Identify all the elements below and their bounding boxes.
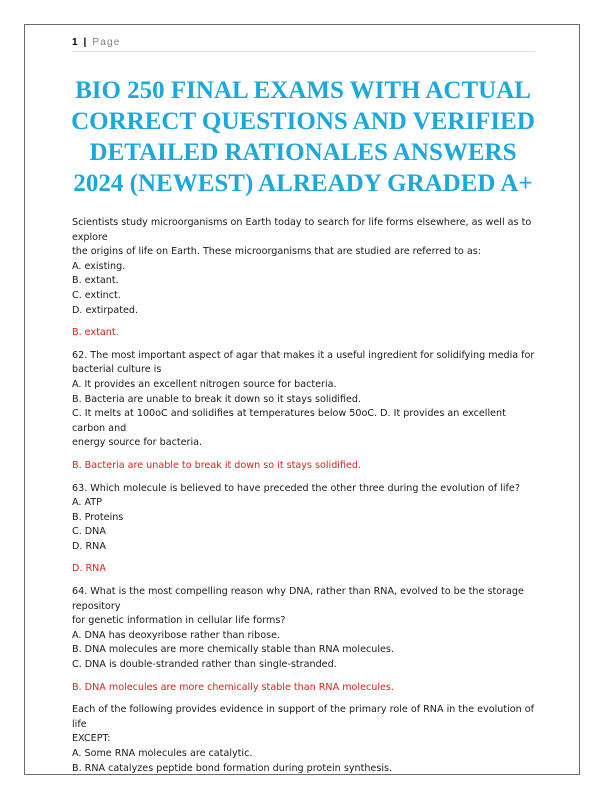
answer-option: C. DNA (72, 526, 106, 538)
answer-option: A. Some RNA molecules are catalytic. (72, 748, 253, 759)
answer-option: D. extirpated. (72, 304, 139, 316)
title-line: CORRECT QUESTIONS AND VERIFIED (71, 108, 535, 135)
question-text-line: Each of the following provides evidence in support of the primary role of RNA in the evolution of life (72, 704, 535, 730)
question-list (72, 216, 542, 784)
question-text-line: EXCEPT: (72, 733, 111, 745)
question-block (72, 349, 542, 451)
answer-option: C. DNA is double-stranded rather than single-stranded. (72, 659, 337, 671)
answer-option: A. ATP (72, 497, 102, 509)
question-text-line: 64. What is the most compelling reason why DNA, rather than RNA, evolved to be the storage repository (72, 586, 524, 612)
page-label: Page (92, 37, 121, 48)
question-text-line: 63. Which molecule is believed to have preceded the other three during the evolution of life? (72, 482, 520, 494)
page-header (72, 37, 535, 52)
question-text-line: the origins of life on Earth. These microorganisms that are studied are referred to as: (72, 246, 481, 258)
page-number: 1 (72, 37, 78, 48)
question-text (72, 482, 542, 497)
question-block (72, 585, 542, 673)
correct-answer: B. Bacteria are unable to break it down so it stays solidified. (72, 459, 362, 471)
question-text (72, 585, 542, 629)
question-text-line: 62. The most important aspect of agar that makes it a useful ingredient for solidifying media for (72, 349, 535, 361)
question-text-line: bacterial culture is (72, 364, 162, 376)
question-text-line: Scientists study microorganisms on Earth today to search for life forms elsewhere, as well as to explore (72, 217, 532, 243)
answer-option: A. DNA has deoxyribose rather than ribose. (72, 629, 281, 641)
answer-option: B. DNA molecules are more chemically stable than RNA molecules. (72, 644, 394, 656)
answer-option: B. extant. (72, 275, 119, 287)
page-separator: | (83, 37, 87, 48)
question-text (72, 216, 542, 260)
question-block (72, 216, 542, 318)
document-title (55, 75, 551, 199)
answer-option: C. extinct. (72, 289, 121, 301)
question-text-line: for genetic information in cellular life forms? (72, 615, 286, 627)
question-block (72, 482, 542, 555)
answer-option: energy source for bacteria. (72, 437, 203, 449)
question-block (72, 703, 542, 776)
correct-answer: D. RNA (72, 563, 106, 575)
title-line: DETAILED RATIONALES ANSWERS (89, 139, 517, 166)
document-page (24, 24, 580, 775)
answer-option: B. Bacteria are unable to break it down so it stays solidified. (72, 393, 362, 405)
title-line: BIO 250 FINAL EXAMS WITH ACTUAL (75, 77, 531, 104)
correct-answer: B. extant. (72, 327, 119, 339)
answer-option: B. Proteins (72, 511, 124, 523)
correct-answer: B. DNA molecules are more chemically stable than RNA molecules. (72, 681, 394, 693)
answer-option: C. It melts at 100oC and solidifies at temperatures below 50oC. D. It provides an excellent carbon and (72, 408, 506, 434)
title-line: 2024 (NEWEST) ALREADY GRADED A+ (73, 170, 533, 197)
answer-option: D. RNA (72, 540, 106, 552)
answer-option: A. It provides an excellent nitrogen source for bacteria. (72, 378, 337, 390)
question-text (72, 703, 542, 747)
answer-option: A. existing. (72, 260, 126, 272)
answer-option: B. RNA catalyzes peptide bond formation during protein synthesis. (72, 762, 393, 774)
question-text (72, 349, 542, 378)
